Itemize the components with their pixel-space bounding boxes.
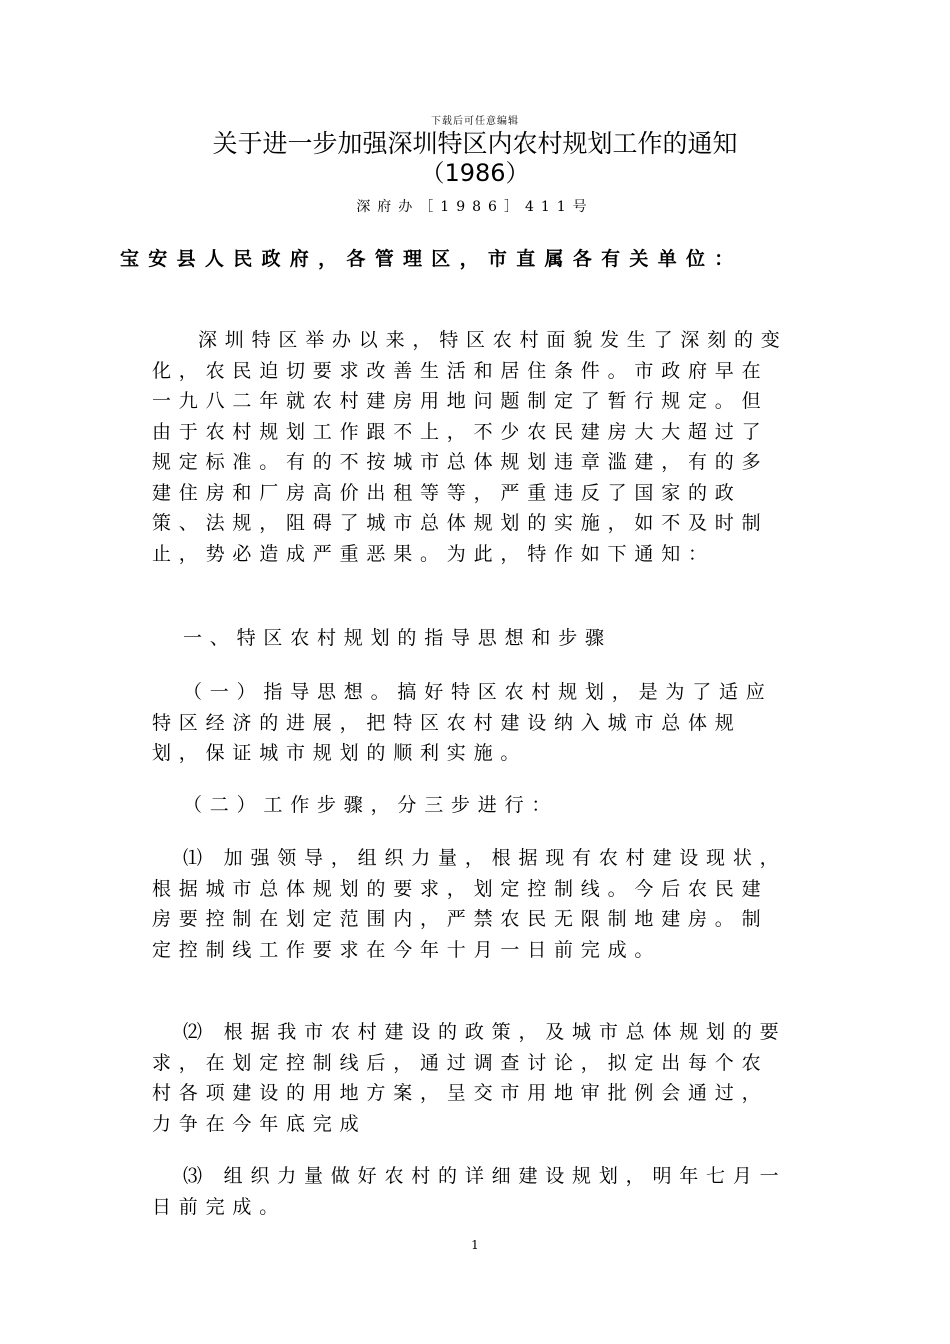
document-number: 深府办［1986］411号 — [356, 199, 594, 215]
step-item-2: ⑵ 根据我市农村建设的政策，及城市总体规划的要求，在划定控制线后，通过调查讨论，拟定出每个农村各项建设的用地方案，呈交市用地审批例会通过，力争在今年底完成 — [152, 1021, 787, 1135]
recipients-line: 宝安县人民政府，各管理区，市直属各有关单位： — [120, 248, 743, 270]
download-note: 下载后可任意编辑 — [431, 116, 519, 127]
subsection-work-steps: （二）工作步骤，分三步进行： — [183, 794, 559, 816]
section-heading: 一、特区农村规划的指导思想和步骤 — [183, 627, 612, 649]
step-item-1: ⑴ 加强领导，组织力量，根据现有农村建设现状，根据城市总体规划的要求，划定控制线。今后农民建房要控制在划定范围内，严禁农民无限制地建房。制定控制线工作要求在今年十月一日前完成。 — [152, 847, 787, 961]
document-title: 关于进一步加强深圳特区内农村规划工作的通知 — [212, 129, 738, 158]
step-item-3: ⑶ 组织力量做好农村的详细建设规划，明年七月一日前完成。 — [152, 1165, 787, 1218]
document-year: （1986） — [420, 159, 530, 187]
intro-paragraph: 深圳特区举办以来，特区农村面貌发生了深刻的变化，农民迫切要求改善生活和居住条件。市政府早在一九八二年就农村建房用地问题制定了暂行规定。但由于农村规划工作跟不上，不少农民建房大大超过了规定标准。有的不按城市总体规划违章滥建，有的多建住房和厂房高价出租等等，严重违反了国家的政策、法规，阻碍了城市总体规划的实施，如不及时制止，势必造成严重恶果。为此，特作如下通知： — [152, 329, 788, 565]
page-number: 1 — [471, 1238, 479, 1252]
subsection-guiding-principle: （一）指导思想。搞好特区农村规划，是为了适应特区经济的进展，把特区农村建设纳入城市总体规划，保证城市规划的顺利实施。 — [152, 681, 773, 764]
